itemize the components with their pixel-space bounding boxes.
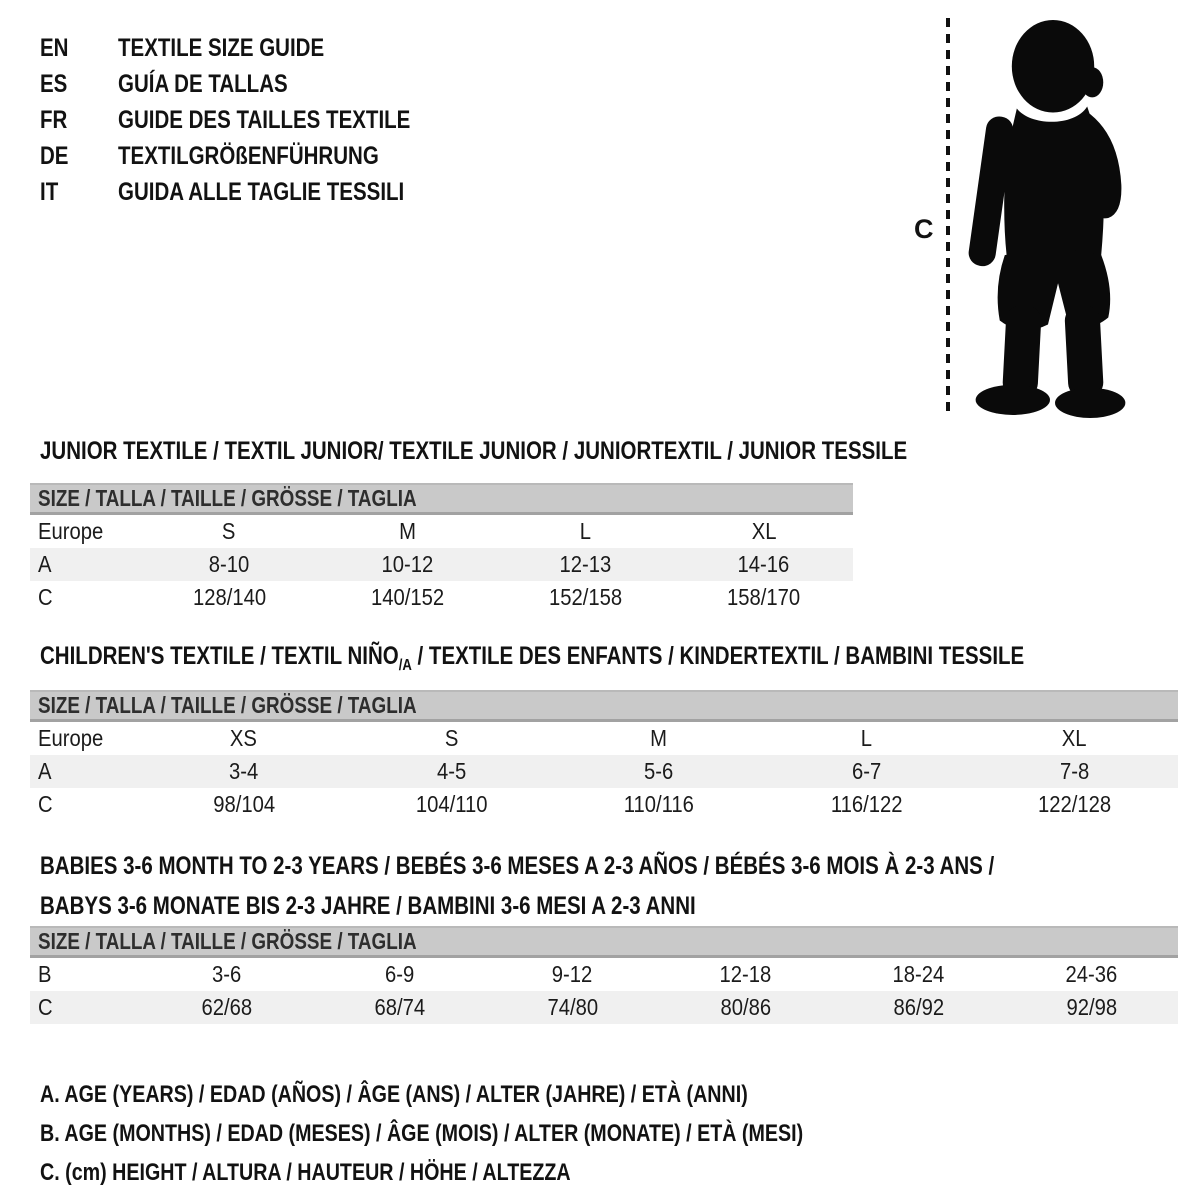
table-cell: 4-5 [436,758,467,784]
table-cell: XL [751,518,777,544]
row-label: Europe [38,518,104,544]
row-label: Europe [38,725,104,751]
footnote-height-cm [40,1158,687,1188]
table-cell: 98/104 [212,791,275,817]
table-row-height [30,788,1178,821]
size-header-bar [30,690,1178,722]
footnote-b-text: B. AGE (MONTHS) / EDAD (MESES) / ÂGE (MOIS) / ALTER (MONATE) / ETÀ (MESI) [40,1120,804,1147]
table-cell: 3-4 [229,758,259,784]
table-cell: 86/92 [893,994,944,1020]
table-cell: 18-24 [892,961,945,987]
language-row-en [40,30,475,66]
table-cell: XL [1061,725,1087,751]
table-cell: 14-16 [737,551,790,577]
language-code-es: ES [40,69,68,98]
nino-a-subscript: /A [398,657,412,674]
language-row-es [40,66,475,102]
table-cell: 10-12 [381,551,434,577]
table-cell: 12-18 [719,961,772,987]
table-cell: L [860,725,873,751]
table-cell: L [579,518,592,544]
table-cell: XS [230,725,258,751]
table-cell: 116/122 [830,791,903,817]
row-label: C [38,584,53,610]
babies-heading-line1-text: BABIES 3-6 MONTH TO 2-3 YEARS / BEBÉS 3-6 MESES A 2-3 AÑOS / BÉBÉS 3-6 MOIS À 2-3 ANS / [40,852,995,880]
page-title-en: TEXTILE SIZE GUIDE [118,33,325,62]
size-header-label: SIZE / TALLA / TAILLE / GRÖSSE / TAGLIA [38,692,417,718]
table-cell: 24-36 [1065,961,1118,987]
footnote-c-text: C. (cm) HEIGHT / ALTURA / HAUTEUR / HÖHE / ALTEZZA [40,1159,571,1186]
table-cell: 74/80 [547,994,598,1020]
size-header-label: SIZE / TALLA / TAILLE / GRÖSSE / TAGLIA [38,928,417,954]
table-cell: 158/170 [727,584,801,610]
language-code-fr: FR [40,105,68,134]
table-cell: 92/98 [1066,994,1117,1020]
children-section-heading-text: CHILDREN'S TEXTILE / TEXTIL $NIÑO_{/A}$ / TEXTILE DES ENFANTS / KINDERTEXTIL / BAMBINI TESSILE [40,642,1025,674]
table-cell: 8-10 [208,551,250,577]
junior-size-table [30,483,853,614]
language-row-it [40,174,475,210]
table-cell: 104/110 [415,791,488,817]
height-marker-label: C [914,214,934,244]
table-cell: 152/158 [549,584,623,610]
table-cell: 110/116 [623,791,695,817]
language-row-de [40,138,475,174]
table-cell: 62/68 [201,994,252,1020]
footnote-age-years [40,1080,903,1110]
table-cell: 80/86 [720,994,771,1020]
table-cell: M [650,725,668,751]
table-row-europe [30,515,853,548]
table-row-height [30,581,853,614]
table-cell: 9-12 [552,961,593,987]
language-code-en: EN [40,33,69,62]
page-title-it: GUIDA ALLE TAGLIE TESSILI [118,177,405,206]
junior-section-heading-text: JUNIOR TEXTILE / TEXTIL JUNIOR/ TEXTILE JUNIOR / JUNIORTEXTIL / JUNIOR TESSILE [40,437,908,465]
row-label: A [38,551,52,577]
toddler-silhouette-image [960,14,1142,426]
table-cell: 6-7 [851,758,882,784]
table-cell: 7-8 [1059,758,1089,784]
table-row-europe [30,722,1178,755]
row-label: B [38,961,52,987]
table-cell: 122/128 [1037,791,1111,817]
row-label: C [38,994,53,1020]
children-size-table [30,690,1178,821]
table-cell: S [222,518,236,544]
babies-section-heading-line2 [40,893,840,919]
table-cell: 6-9 [384,961,415,987]
babies-section-heading-line1 [40,853,1200,879]
size-header-label: SIZE / TALLA / TAILLE / GRÖSSE / TAGLIA [38,485,417,511]
language-row-fr [40,102,475,138]
table-cell: 140/152 [370,584,444,610]
height-measure-dashed-line [946,18,950,418]
table-row-age [30,755,1178,788]
row-label: A [38,758,52,784]
page-title-es: GUÍA DE TALLAS [118,69,288,98]
table-cell: 5-6 [644,758,674,784]
footnote-a-text: A. AGE (YEARS) / EDAD (AÑOS) / ÂGE (ANS) / ALTER (JAHRE) / ETÀ (ANNI) [40,1081,748,1108]
children-section-heading [40,643,1200,679]
table-cell: 128/140 [192,584,266,610]
table-cell: M [398,518,416,544]
junior-section-heading [40,438,1098,464]
table-cell: 3-6 [211,961,242,987]
table-cell: 68/74 [374,994,425,1020]
babies-heading-line2-text: BABYS 3-6 MONATE BIS 2-3 JAHRE / BAMBINI 3-6 MESI A 2-3 ANNI [40,892,696,920]
size-header-bar [30,926,1178,958]
table-row-age [30,548,853,581]
table-row-height [30,991,1178,1024]
table-cell: 12-13 [559,551,612,577]
size-header-bar [30,483,853,515]
babies-size-table [30,926,1178,1024]
footnote-age-months [40,1119,971,1149]
language-title-list [40,30,475,210]
page-title-fr: GUIDE DES TAILLES TEXTILE [118,105,411,134]
page-title-de: TEXTILGRÖßENFÜHRUNG [118,141,379,170]
row-label: C [38,791,53,817]
table-row-age-months [30,958,1178,991]
language-code-it: IT [40,177,59,206]
table-cell: S [444,725,459,751]
language-code-de: DE [40,141,69,170]
